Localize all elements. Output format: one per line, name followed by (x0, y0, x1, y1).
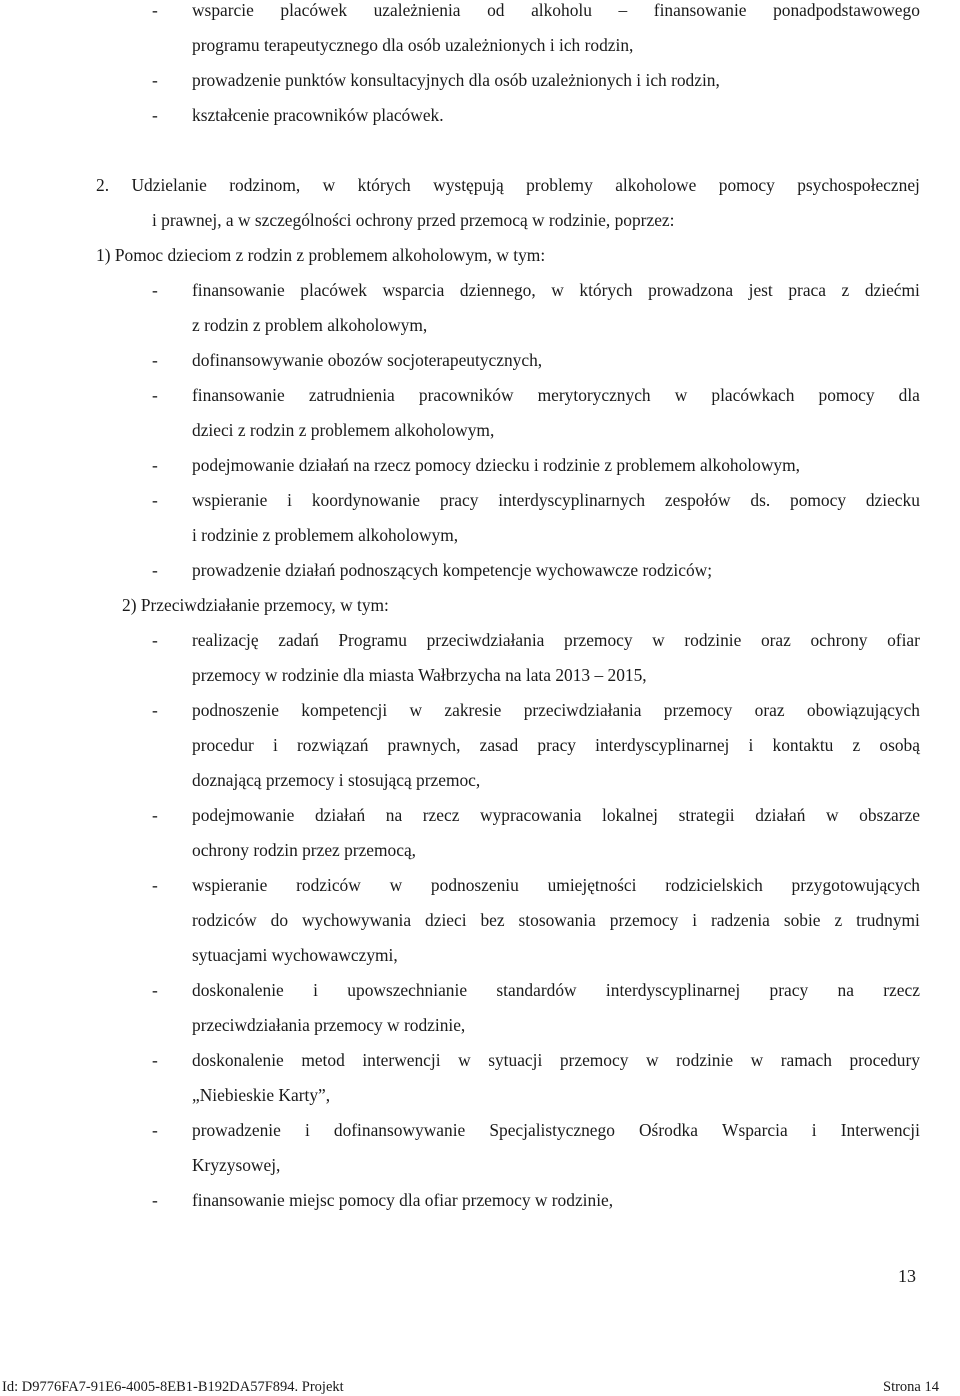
word: finansowanie (653, 0, 747, 20)
word: i (313, 980, 318, 1000)
word: rozwiązań (296, 735, 369, 755)
word: w (389, 875, 403, 895)
bullet-dash: - (152, 1120, 158, 1140)
list-item-continuation: i rodzinie z problemem alkoholowym, (192, 525, 459, 545)
word: rzecz (422, 805, 460, 825)
bullet-dash: - (152, 1190, 158, 1210)
word: dziećmi (864, 280, 920, 300)
word: ponadpodstawowego (773, 0, 920, 20)
bullet-dash: - (152, 490, 158, 510)
word: metod (301, 1050, 345, 1070)
word: Programu (338, 630, 407, 650)
word: sobie (783, 910, 821, 930)
word: pomocy (718, 175, 775, 195)
page-number: 13 (898, 1266, 916, 1286)
word: dla (898, 385, 920, 405)
word: przemocy (559, 1050, 629, 1070)
word: Ośrodka (639, 1120, 698, 1140)
word: i (811, 1120, 817, 1140)
word: wychowywania (301, 910, 412, 930)
word: umiejętności (547, 875, 637, 895)
word: jest (748, 280, 773, 300)
word: od (487, 0, 505, 20)
list-item-continuation: programu terapeutycznego dla osób uzależnionych i ich rodzin, (192, 35, 634, 55)
word: zadań (278, 630, 319, 650)
bullet-dash: - (152, 980, 158, 1000)
bullet-dash: - (152, 455, 158, 475)
footer-page-label: Strona 14 (883, 1379, 939, 1395)
list-item: podejmowanie działań na rzecz pomocy dziecku i rodzinie z problemem alkoholowym, (192, 455, 800, 475)
word: oraz (754, 700, 785, 720)
list-item: kształcenie pracowników placówek. (192, 105, 444, 125)
list-item (192, 490, 920, 510)
word: problemy (526, 175, 593, 195)
section-heading (96, 175, 920, 195)
word: w (551, 280, 564, 300)
word: na (837, 980, 854, 1000)
word: procedur (192, 735, 254, 755)
list-item-continuation: doznającą przemocy i stosującą przemoc, (192, 770, 481, 790)
word: – (618, 0, 628, 20)
word: finansowanie (192, 280, 285, 300)
word: prowadzenie (192, 1120, 281, 1140)
word: z (841, 280, 850, 300)
word: placówek (300, 280, 367, 300)
word: Specjalistycznego (489, 1120, 615, 1140)
word: w (409, 700, 423, 720)
list-item (192, 805, 920, 825)
word: upowszechnianie (347, 980, 468, 1000)
word: przemocy (663, 700, 733, 720)
list-item (192, 630, 920, 650)
list-item (192, 1050, 920, 1070)
word: ochrony (810, 630, 868, 650)
word: w (750, 1050, 764, 1070)
word: przemocy (564, 630, 633, 650)
word: interwencji (362, 1050, 441, 1070)
list-item: prowadzenie punktów konsultacyjnych dla osób uzależnionych i ich rodzin, (192, 70, 720, 90)
word: rodziców (296, 875, 361, 895)
word: rodzinom, (229, 175, 301, 195)
word: interdyscyplinarnych (498, 490, 646, 510)
list-item (192, 280, 920, 300)
word: podnoszeniu (430, 875, 519, 895)
list-item-continuation: dzieci z rodzin z problemem alkoholowym, (192, 420, 495, 440)
list-item-continuation: sytuacjami wychowawczymi, (192, 945, 398, 965)
word: Interwencji (840, 1120, 920, 1140)
word: pomocy (790, 490, 847, 510)
bullet-dash: - (152, 0, 158, 20)
word: w (826, 805, 839, 825)
word: zespołów (664, 490, 731, 510)
word: wspieranie (192, 490, 268, 510)
word: standardów (496, 980, 577, 1000)
word: ds. (750, 490, 771, 510)
word: i (287, 490, 292, 510)
word: obszarze (859, 805, 920, 825)
word: ramach (780, 1050, 832, 1070)
word: działań (755, 805, 806, 825)
word: doskonalenie (192, 1050, 284, 1070)
word: psychospołecznej (797, 175, 920, 195)
bullet-dash: - (152, 350, 158, 370)
word: rodzinie (676, 1050, 734, 1070)
word: pracowników (418, 385, 514, 405)
word: ofiar (887, 630, 920, 650)
word: rodzinie (684, 630, 742, 650)
word: procedury (849, 1050, 920, 1070)
word: działań (314, 805, 366, 825)
bullet-dash: - (152, 105, 158, 125)
word: strategii (678, 805, 735, 825)
word: koordynowanie (311, 490, 420, 510)
word: pracy (769, 980, 809, 1000)
word: podejmowanie (192, 805, 295, 825)
word: prawnych, (387, 735, 461, 755)
list-item-continuation: Kryzysowej, (192, 1155, 281, 1175)
word: dofinansowywanie (333, 1120, 466, 1140)
word: radzenia (711, 910, 770, 930)
word: interdyscyplinarnej (605, 980, 741, 1000)
word: wsparcia (382, 280, 445, 300)
word: placówek (280, 0, 348, 20)
footer-document-id: Id: D9776FA7-91E6-4005-8EB1-B192DA57F894. Projekt (2, 1379, 344, 1395)
list-item (192, 980, 920, 1000)
word: z (852, 735, 861, 755)
word: bez (480, 910, 505, 930)
word: występują (433, 175, 504, 195)
bullet-dash: - (152, 630, 158, 650)
list-item-continuation (192, 910, 920, 930)
word: dziennego, (459, 280, 536, 300)
list-item-continuation: przemocy w rodzinie dla miasta Wałbrzycha na lata 2013 – 2015, (192, 665, 647, 685)
word: rzecz (883, 980, 920, 1000)
word: i (748, 735, 754, 755)
word: doskonalenie (192, 980, 284, 1000)
list-item-continuation: „Niebieskie Karty”, (192, 1085, 331, 1105)
word: rodziców (192, 910, 257, 930)
word: przemocy (609, 910, 679, 930)
word: których (579, 280, 633, 300)
word: przygotowujących (791, 875, 920, 895)
word: i (304, 1120, 310, 1140)
list-item (192, 0, 920, 20)
word: prowadzona (648, 280, 734, 300)
subsection-heading-1: 1) Pomoc dzieciom z rodzin z problemem alkoholowym, w tym: (96, 245, 546, 265)
word: oraz (760, 630, 791, 650)
word: lokalnej (602, 805, 659, 825)
word: w (645, 1050, 659, 1070)
bullet-dash: - (152, 805, 158, 825)
word: podnoszenie (192, 700, 279, 720)
section-heading-continuation: i prawnej, a w szczególności ochrony przed przemocą w rodzinie, poprzez: (152, 210, 675, 230)
word: finansowanie (192, 385, 285, 405)
list-item: finansowanie miejsc pomocy dla ofiar przemocy w rodzinie, (192, 1190, 614, 1210)
word: których (357, 175, 411, 195)
word: obowiązujących (806, 700, 920, 720)
word: zakresie (444, 700, 502, 720)
word: dzieci (425, 910, 467, 930)
word: stosowania (518, 910, 596, 930)
word: z (834, 910, 843, 930)
word: w (322, 175, 336, 195)
word: w (674, 385, 688, 405)
word: realizację (192, 630, 259, 650)
bullet-dash: - (152, 70, 158, 90)
bullet-dash: - (152, 560, 158, 580)
word: placówkach (711, 385, 795, 405)
word: 2. (96, 175, 110, 195)
word: wypracowania (480, 805, 582, 825)
word: interdyscyplinarnej (595, 735, 730, 755)
list-item-continuation (192, 735, 920, 755)
word: merytorycznych (537, 385, 651, 405)
bullet-dash: - (152, 875, 158, 895)
word: uzależnienia (373, 0, 461, 20)
list-item: prowadzenie działań podnoszących kompetencje wychowawcze rodziców; (192, 560, 713, 580)
word: osobą (879, 735, 920, 755)
word: alkoholowe (615, 175, 697, 195)
list-item (192, 1120, 920, 1140)
list-item (192, 875, 920, 895)
word: pracy (537, 735, 576, 755)
word: alkoholu (531, 0, 592, 20)
word: praca (788, 280, 826, 300)
word: Udzielanie (131, 175, 207, 195)
word: kompetencji (301, 700, 388, 720)
word: wsparcie (192, 0, 254, 20)
word: wspieranie (192, 875, 268, 895)
bullet-dash: - (152, 1050, 158, 1070)
list-item-continuation: z rodzin z problem alkoholowym, (192, 315, 428, 335)
word: przeciwdziałania (523, 700, 642, 720)
list-item (192, 385, 920, 405)
list-item (192, 700, 920, 720)
word: pomocy (818, 385, 875, 405)
word: na (385, 805, 403, 825)
word: i (692, 910, 698, 930)
word: w (458, 1050, 471, 1070)
word: sytuacji (488, 1050, 543, 1070)
bullet-dash: - (152, 280, 158, 300)
word: rodzicielskich (665, 875, 763, 895)
word: do (270, 910, 289, 930)
word: przeciwdziałania (426, 630, 545, 650)
word: w (652, 630, 665, 650)
bullet-dash: - (152, 385, 158, 405)
word: dziecku (865, 490, 920, 510)
list-item-continuation: ochrony rodzin przez przemocą, (192, 840, 417, 860)
word: trudnymi (856, 910, 920, 930)
subsection-heading-2: 2) Przeciwdziałanie przemocy, w tym: (122, 595, 389, 615)
word: pracy (439, 490, 479, 510)
word: Wsparcia (722, 1120, 788, 1140)
list-item-continuation: przeciwdziałania przemocy w rodzinie, (192, 1015, 466, 1035)
word: kontaktu (772, 735, 834, 755)
list-item: dofinansowywanie obozów socjoterapeutycznych, (192, 350, 543, 370)
word: i (272, 735, 278, 755)
word: zatrudnienia (308, 385, 395, 405)
bullet-dash: - (152, 700, 158, 720)
word: zasad (479, 735, 519, 755)
